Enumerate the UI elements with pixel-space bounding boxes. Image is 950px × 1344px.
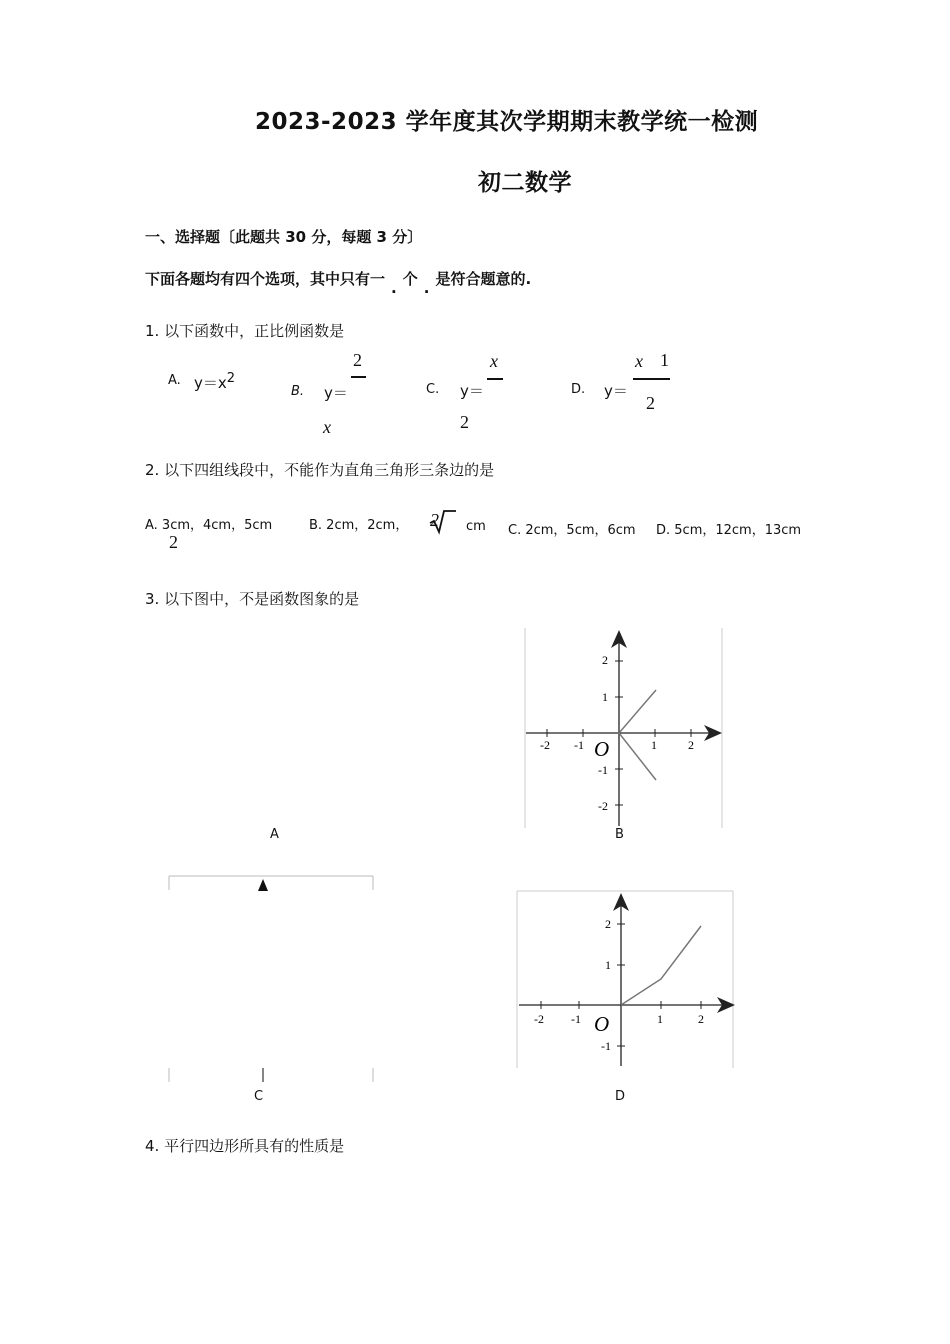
q1-option-c-label: C. (426, 382, 440, 397)
q2-option-a: A. 3cm，4cm，5cm (145, 518, 273, 533)
graph-b-tick-x-neg2: -2 (540, 738, 550, 752)
graph-c (166, 872, 376, 1084)
q1-option-d-numerator-x: x (635, 351, 643, 371)
instruction-mid: 个 (402, 270, 418, 288)
q1-option-a-label: A. (168, 373, 181, 388)
q1-option-c-denominator: 2 (460, 412, 469, 432)
graph-c-label: C (254, 1089, 264, 1104)
q1-option-a-exponent: 2 (226, 371, 236, 386)
q1-option-d-label: D. (571, 382, 586, 397)
graph-d-tick-y-neg1: -1 (601, 1039, 611, 1053)
graph-d-label: D (615, 1089, 626, 1104)
graph-b-curve (619, 690, 656, 780)
graph-b-tick-y-1: 1 (602, 690, 608, 704)
graph-d-origin: O (594, 1012, 610, 1036)
q2-option-c: C. 2cm，5cm，6cm (508, 523, 636, 538)
section-heading: 一、选择题〔此题共 30 分，每题 3 分〕 (145, 228, 423, 246)
q1-option-c-fraction-bar (487, 378, 503, 380)
q2-option-d: D. 5cm，12cm，13cm (656, 523, 802, 538)
graph-b-origin: O (594, 737, 610, 761)
q1-option-d-fraction-bar (633, 378, 670, 380)
q2-stem: 2. 以下四组线段中，不能作为直角三角形三条边的是 (145, 461, 495, 479)
q4-stem: 4. 平行四边形所具有的性质是 (145, 1137, 345, 1155)
q1-option-a-expr (194, 371, 235, 393)
q1-option-b-numerator: 2 (353, 350, 362, 370)
graph-b-tick-x-neg1: -1 (574, 738, 584, 752)
instruction-dot-2: . (423, 279, 430, 297)
section-instruction (145, 268, 532, 297)
graph-b-tick-x-2: 2 (688, 738, 694, 752)
graph-d-tick-y-1: 1 (605, 958, 611, 972)
q2-option-b: B. 2cm，2cm， (309, 518, 409, 533)
q1-option-d-denominator: 2 (646, 393, 655, 413)
graph-a-label: A (270, 827, 279, 842)
exam-title: 2023-2023 学年度其次学期期末教学统一检测 (255, 109, 759, 135)
instruction-pre: 下面各题均有四个选项，其中只有一 (145, 270, 386, 288)
graph-b-tick-y-neg2: -2 (598, 799, 608, 813)
exam-subtitle: 初二数学 (478, 170, 572, 196)
graph-d-tick-x-neg2: -2 (534, 1012, 544, 1026)
q1-stem: 1. 以下函数中，正比例函数是 (145, 322, 345, 340)
instruction-post: 是符合题意的. (435, 270, 532, 288)
q1-option-d-numerator-1: 1 (660, 350, 669, 370)
graph-b-tick-y-2: 2 (602, 653, 608, 667)
graph-d-tick-x-2: 2 (698, 1012, 704, 1026)
graph-b-tick-y-neg1: -1 (598, 763, 608, 777)
instruction-dot-1: . (391, 279, 397, 297)
q1-option-b-fraction-bar (351, 376, 366, 378)
graph-d-tick-x-1: 1 (657, 1012, 663, 1026)
graph-d (515, 888, 737, 1070)
graph-b-tick-x-1: 1 (651, 738, 657, 752)
graph-b (522, 626, 726, 830)
q1-option-c-lhs: y＝ (460, 382, 484, 400)
q2-option-b-root-coefficient: 2 (430, 510, 439, 530)
graph-d-tick-x-neg1: -1 (571, 1012, 581, 1026)
q1-option-b-lhs: y＝ (324, 384, 348, 402)
graph-d-tick-y-2: 2 (605, 917, 611, 931)
q1-option-b-denominator: x (323, 417, 331, 437)
q2-option-b-unit: cm (466, 519, 486, 534)
q1-option-a-base: y＝x (194, 374, 227, 392)
q3-stem: 3. 以下图中，不是函数图象的是 (145, 590, 360, 608)
graph-b-label: B (615, 827, 624, 842)
q1-option-d-lhs: y＝ (604, 382, 628, 400)
sqrt-icon (428, 509, 458, 535)
graph-c-y-arrow (258, 879, 268, 891)
q1-option-c-numerator: x (490, 351, 498, 371)
q1-option-b-label: B. (291, 384, 305, 399)
graph-d-curve (621, 926, 701, 1005)
q2-stray-number: 2 (169, 532, 178, 552)
